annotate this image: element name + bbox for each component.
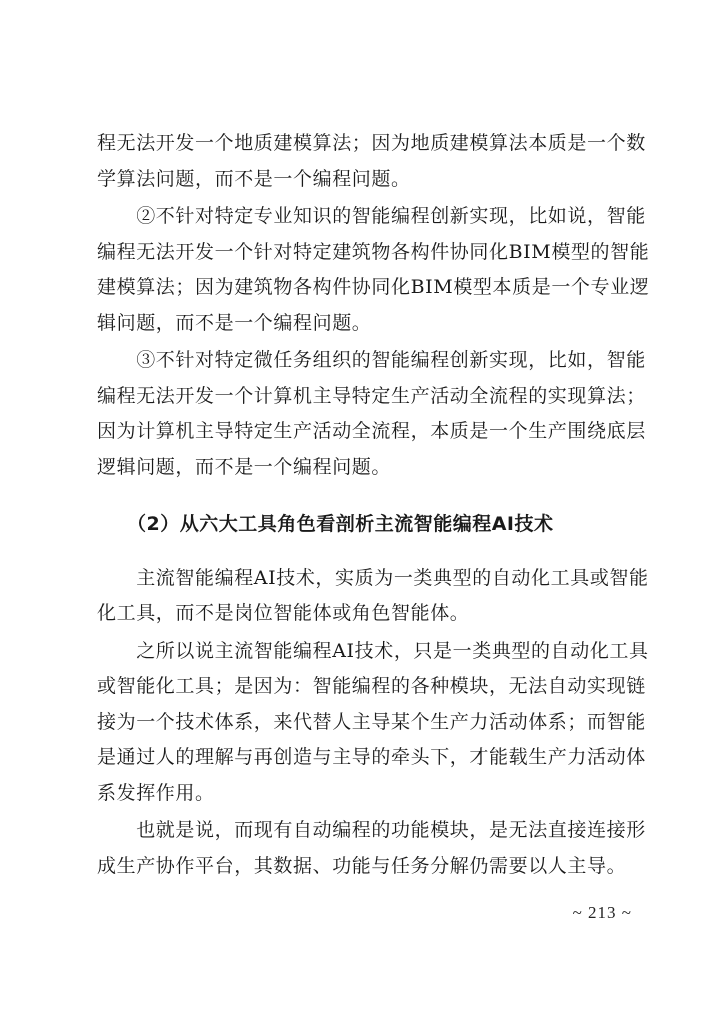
text-line: 因为计算机主导特定生产活动全流程，本质是一个生产围绕底层 [97,420,646,442]
text-line: 学算法问题，而不是一个编程问题。 [97,167,411,190]
text-line: 是通过人的理解与再创造与主导的牵头下，才能载生产力活动体 [97,746,646,768]
text-line: 成生产协作平台，其数据、功能与任务分解仍需要以人主导。 [97,854,627,877]
text-line: 系发挥作用。 [97,781,215,804]
text-line: 之所以说主流智能编程AI技术，只是一类典型的自动化工具 [97,639,649,662]
page-body [97,126,650,884]
paragraph-conclusion [97,813,646,884]
paragraph-item-3 [97,343,646,485]
text-line: 逻辑问题，而不是一个编程问题。 [97,455,392,478]
text-line: ③不针对特定微任务组织的智能编程创新实现，比如，智能 [97,349,646,371]
text-line: 也就是说，而现有自动编程的功能模块，是无法直接连接形 [97,819,646,841]
text-line: 主流智能编程AI技术，实质为一类典型的自动化工具或智能 [97,566,649,589]
text-line: 程无法开发一个地质建模算法；因为地质建模算法本质是一个数 [97,132,646,154]
text-line: 接为一个技术体系，来代替人主导某个生产力活动体系；而智能 [97,710,646,733]
text-line: 编程无法开发一个针对特定建筑物各构件协同化BIM模型的智能 [97,240,650,263]
paragraph-main-point [97,561,649,632]
paragraph-continuation [97,126,646,197]
paragraph-reason [97,634,649,812]
text-line: 或智能化工具；是因为：智能编程的各种模块，无法自动实现链 [97,675,646,697]
text-line: 建模算法；因为建筑物各构件协同化BIM模型本质是一个专业逻 [97,276,650,298]
page-number: ~ 213 ~ [572,903,632,922]
text-line: 辑问题，而不是一个编程问题。 [97,311,372,334]
section-heading: （2）从六大工具角色看剖析主流智能编程AI技术 [127,513,554,535]
text-line: 编程无法开发一个计算机主导特定生产活动全流程的实现算法； [97,384,646,407]
paragraph-item-2 [97,199,650,341]
text-line: 化工具，而不是岗位智能体或角色智能体。 [97,602,470,624]
text-line: ②不针对特定专业知识的智能编程创新实现，比如说，智能 [97,205,646,227]
